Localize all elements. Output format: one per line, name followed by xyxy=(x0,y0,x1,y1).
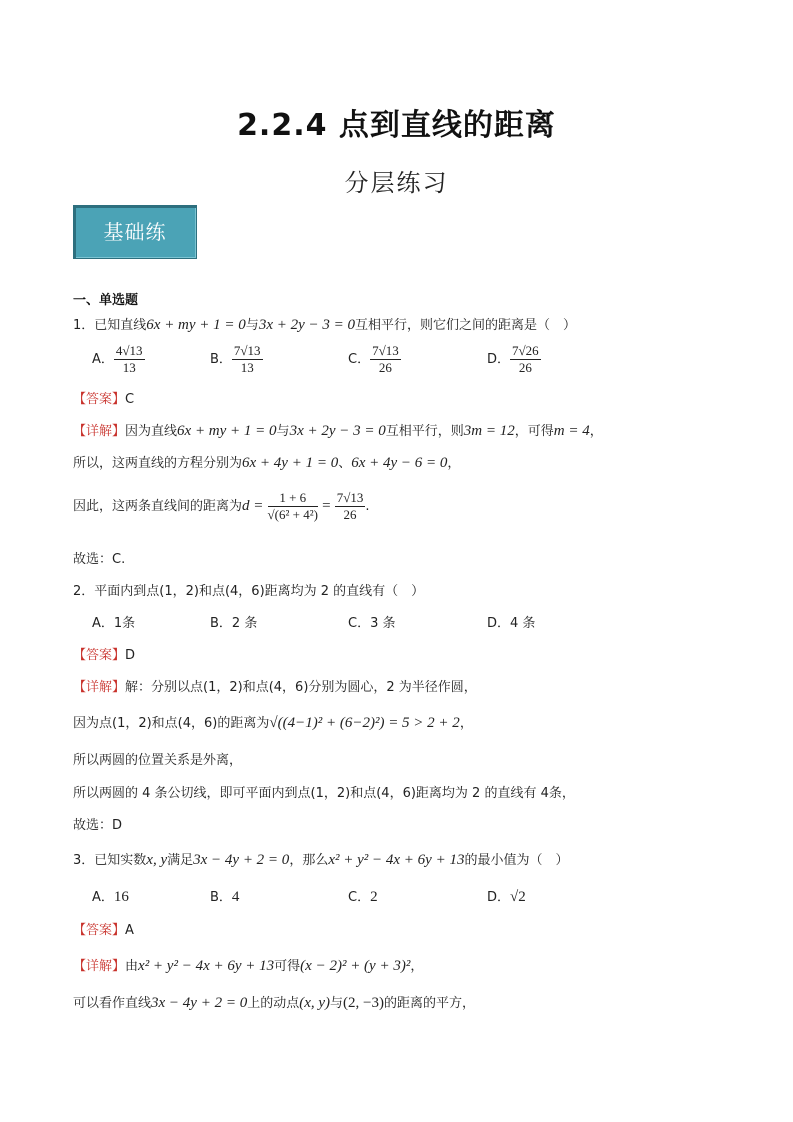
detail-tag: 【详解】 xyxy=(73,680,126,695)
q2-stem: 2．平面内到点(1，2)和点(4，6)距离均为 2 的直线有（ ） xyxy=(73,584,425,599)
q3-detail-line1: 【详解】由x² + y² − 4x + 6y + 13可得(x − 2)² + (y + 3)²， xyxy=(73,958,424,974)
answer-tag: 【答案】 xyxy=(73,392,126,407)
q2-detail-line3: 所以两圆的位置关系是外离， xyxy=(73,753,243,768)
q1-answer: 【答案】C xyxy=(73,392,135,407)
q1-stem: 1．已知直线6x + my + 1 = 0与3x + 2y − 3 = 0互相平行，则它们之间的距离是（ ） xyxy=(73,317,577,333)
q3-option-c[interactable]: C．2 xyxy=(348,889,378,905)
q1-detail-line1: 【详解】因为直线6x + my + 1 = 0与3x + 2y − 3 = 0互相平行，则3m = 12，可得m = 4， xyxy=(73,423,603,439)
q2-conclusion: 故选：D xyxy=(73,818,123,833)
q1-detail-line3: 因此，这两条直线间的距离为d = $\frac{1 + 6}{\text{√(6² + 4²)}}$ = $\frac{7√13}{26}$ . xyxy=(73,490,370,522)
q3-stem: 3．已知实数x, y满足3x − 4y + 2 = 0，那么x² + y² − 4x + 6y + 13的最小值为（ ） xyxy=(73,852,569,868)
q2-option-b[interactable]: B．2 条 xyxy=(210,616,258,631)
q3-option-b[interactable]: B．4 xyxy=(210,889,240,905)
answer-tag: 【答案】 xyxy=(73,648,126,663)
q3-answer: 【答案】A xyxy=(73,923,134,938)
q2-option-c[interactable]: C．3 条 xyxy=(348,616,396,631)
section-badge: 基础练 xyxy=(73,205,197,259)
q2-option-d[interactable]: D．4 条 xyxy=(487,616,536,631)
q2-detail-line2: 因为点(1，2)和点(4，6)的距离为√((4−1)² + (6−2)²) = 5 > 2 + 2， xyxy=(73,715,473,731)
q1-option-c[interactable]: C． $\frac{7√13}{26}$ xyxy=(348,343,399,375)
q2-detail-line4: 所以两圆的 4 条公切线，即可平面内到点(1，2)和点(4，6)距离均为 2 的直线有 4条， xyxy=(73,786,575,801)
page-subtitle: 分层练习 xyxy=(344,169,449,197)
section-heading: 一、单选题 xyxy=(73,293,139,308)
q1-option-a[interactable]: A． $\frac{4√13}{13}$ xyxy=(92,343,143,375)
q3-option-d[interactable]: D．√2 xyxy=(487,889,526,905)
q1-option-b[interactable]: B． $\frac{7√13}{13}$ xyxy=(210,343,261,375)
detail-tag: 【详解】 xyxy=(73,424,126,439)
q2-answer: 【答案】D xyxy=(73,648,136,663)
q3-detail-line2: 可以看作直线3x − 4y + 2 = 0上的动点(x, y)与(2, −3)的距离的平方， xyxy=(73,995,476,1011)
q1-conclusion: 故选：C. xyxy=(73,552,126,567)
q1-detail-line2: 所以，这两直线的方程分别为6x + 4y + 1 = 0、6x + 4y − 6 = 0， xyxy=(73,455,461,471)
q1-option-d[interactable]: D． $\frac{7√26}{26}$ xyxy=(487,343,539,375)
q3-option-a[interactable]: A．16 xyxy=(92,889,129,905)
q2-option-a[interactable]: A．1条 xyxy=(92,616,136,631)
q2-detail-line1: 【详解】解：分别以点(1，2)和点(4，6)分别为圆心，2 为半径作圆， xyxy=(73,680,477,695)
detail-tag: 【详解】 xyxy=(73,959,126,974)
page-title: 2.2.4 点到直线的距离 xyxy=(237,108,556,143)
answer-tag: 【答案】 xyxy=(73,923,126,938)
